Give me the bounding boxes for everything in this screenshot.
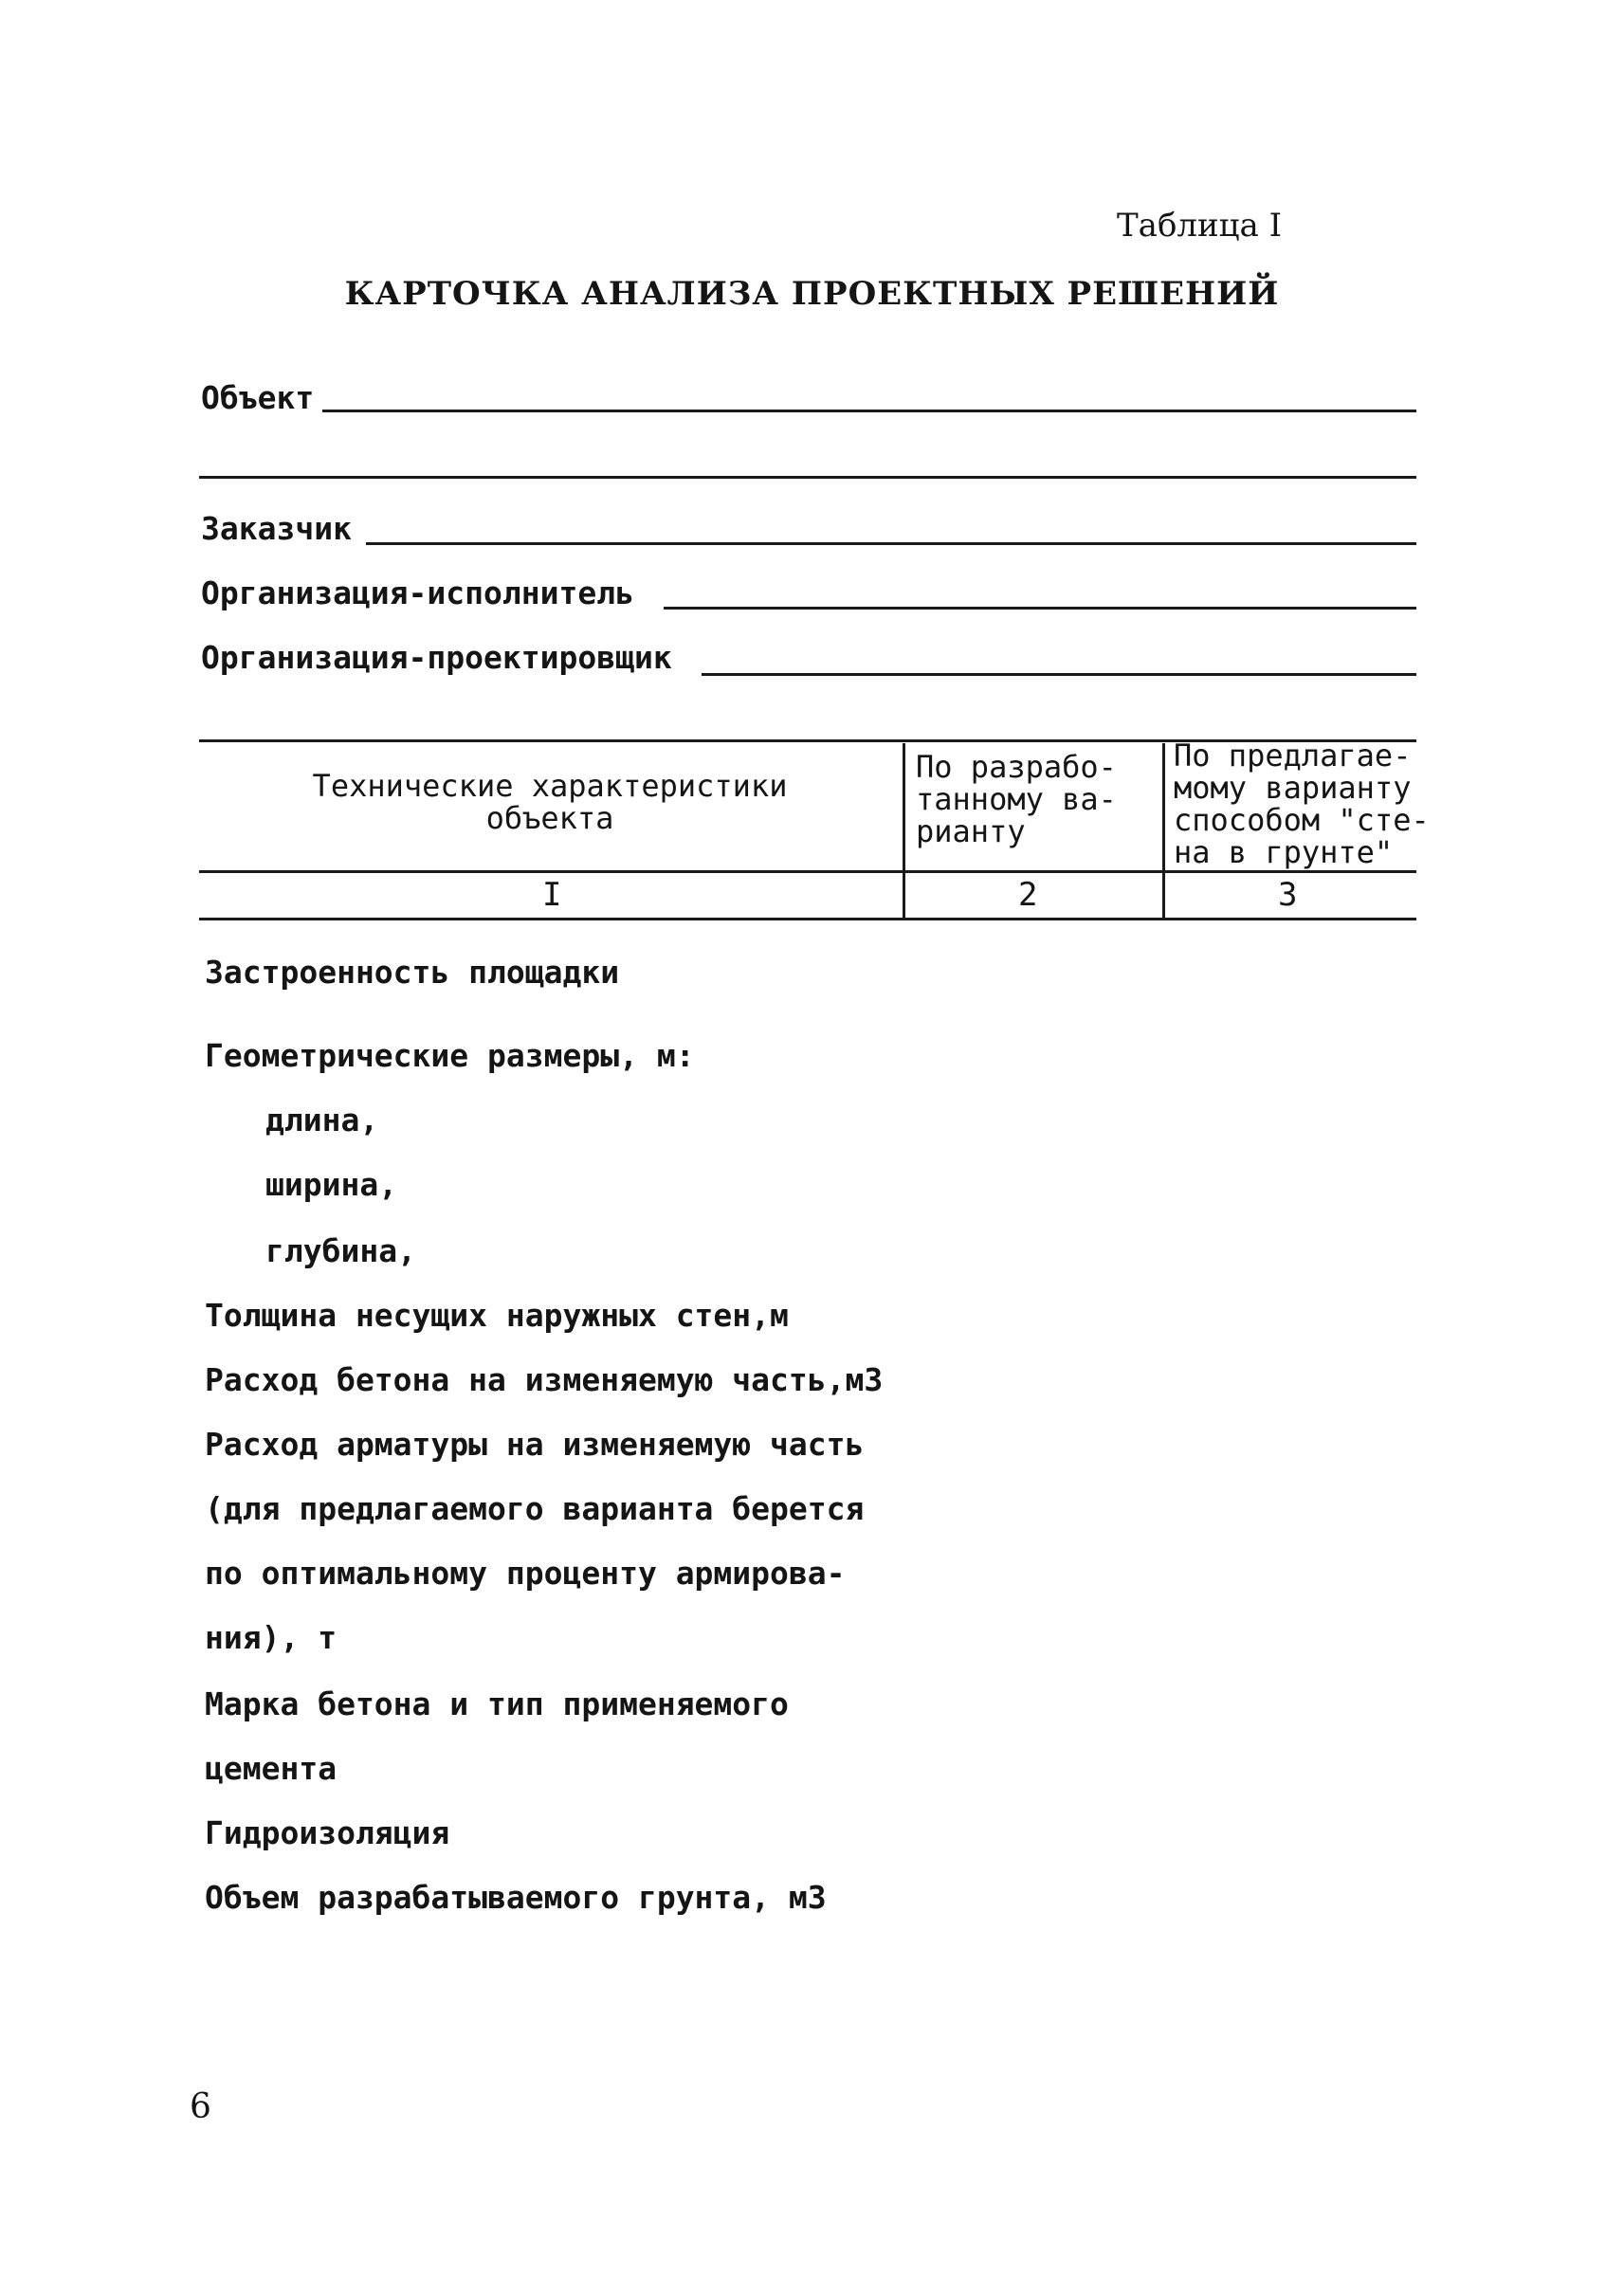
column-separator-2: [1162, 743, 1165, 918]
header-col-2-line: рианту: [916, 813, 1026, 849]
row-wall-thickness: Толщина несущих наружных стен,м: [205, 1297, 789, 1334]
row-depth: глубина,: [265, 1232, 416, 1269]
header-col-1-line: объекта: [485, 800, 614, 836]
header-col-3: [1174, 739, 1430, 868]
contractor-label: Организация-исполнитель: [201, 574, 634, 611]
header-col-2-line: По разрабо-: [916, 749, 1117, 785]
row-excavated-soil: Объем разрабатываемого грунта, м3: [205, 1879, 827, 1916]
table-number: Таблица I: [1117, 207, 1283, 245]
object-label: Объект: [201, 379, 315, 416]
object-underline: [322, 410, 1416, 412]
designer-underline: [702, 673, 1416, 676]
row-cement: цемента: [205, 1750, 338, 1787]
column-number-2: 2: [1018, 876, 1038, 914]
column-separator-1: [903, 743, 905, 918]
header-col-3-line: способом "сте-: [1174, 802, 1430, 838]
header-col-2: [916, 751, 1117, 847]
row-built-up-area: Застроенность площадки: [205, 954, 620, 991]
header-col-3-line: По предлагае-: [1174, 738, 1412, 774]
row-length: длина,: [265, 1102, 379, 1138]
contractor-underline: [664, 607, 1416, 610]
column-number-1: I: [542, 876, 562, 914]
customer-underline: [366, 542, 1416, 545]
object-underline-2: [199, 476, 1416, 479]
header-col-2-line: танному ва-: [916, 781, 1117, 817]
designer-label: Организация-проектировщик: [201, 639, 672, 676]
row-reinforcement-consumption: Расход арматуры на изменяемую часть: [205, 1426, 865, 1463]
row-concrete-grade: Марка бетона и тип применяемого: [205, 1685, 789, 1722]
column-number-3: 3: [1278, 876, 1298, 914]
header-col-1-line: Технические характеристики: [312, 768, 788, 804]
row-reinforcement-note-2: по оптимальному проценту армирова-: [205, 1555, 846, 1592]
table-header-rule: [199, 870, 1416, 873]
page-number: 6: [190, 2087, 211, 2126]
row-waterproofing: Гидроизоляция: [205, 1814, 450, 1851]
row-concrete-consumption: Расход бетона на изменяемую часть,м3: [205, 1361, 884, 1398]
table-number-rule: [199, 918, 1416, 920]
header-col-3-line: на в грунте": [1174, 834, 1394, 870]
row-geometric-dimensions: Геометрические размеры, м:: [205, 1037, 695, 1074]
row-width: ширина,: [265, 1166, 398, 1203]
card-title: КАРТОЧКА АНАЛИЗА ПРОЕКТНЫХ РЕШЕНИЙ: [344, 275, 1280, 313]
header-col-1: [237, 770, 863, 834]
row-reinforcement-note-3: ния), т: [205, 1619, 338, 1656]
customer-label: Заказчик: [201, 510, 352, 547]
header-col-3-line: мому варианту: [1174, 770, 1412, 806]
row-reinforcement-note-1: (для предлагаемого варианта берется: [205, 1490, 865, 1527]
